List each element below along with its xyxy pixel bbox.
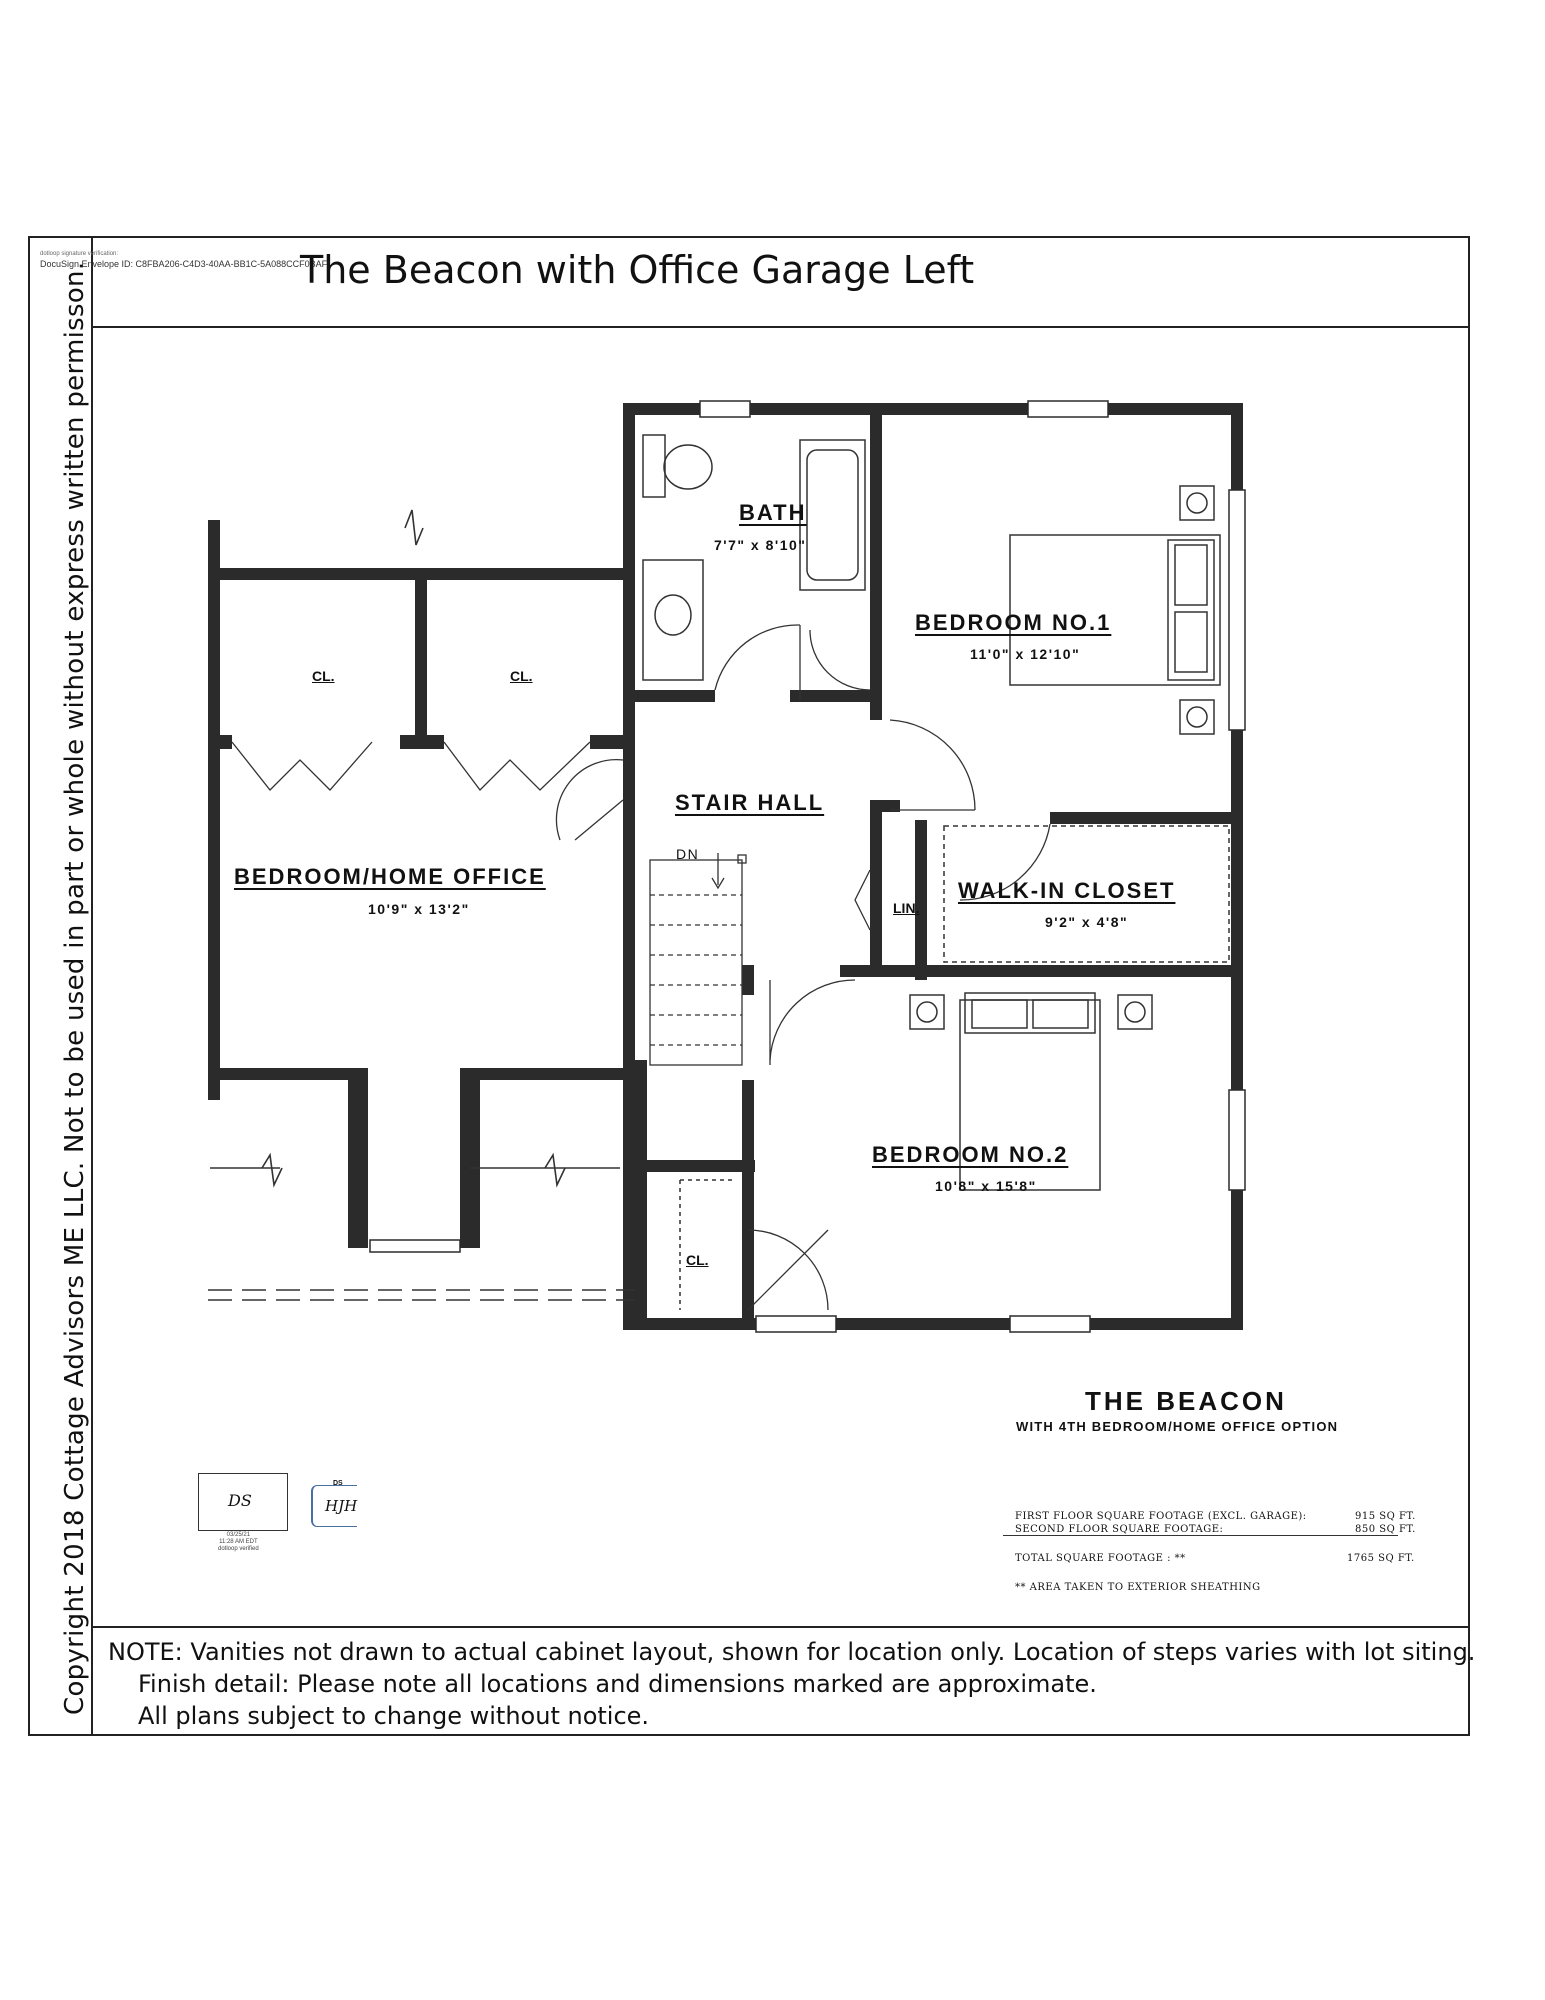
sqft-value-total: 1765 SQ FT. — [1347, 1553, 1415, 1564]
sqft-value-first-floor: 915 SQ FT. — [1355, 1511, 1416, 1522]
room-dims-walk-in-closet: 9'2" x 4'8" — [1045, 914, 1129, 930]
stamp-date: 03/25/21 — [226, 1532, 251, 1538]
closet-label-1: CL. — [312, 668, 335, 684]
docusign-envelope-id: DocuSign Envelope ID: C8FBA206-C4D3-40AA-BB1C-5A088CCF0BAF — [40, 259, 328, 269]
docusign-label: DS — [333, 1480, 343, 1487]
note-line-2: Finish detail: Please note all locations and dimensions marked are approximate. — [138, 1670, 1097, 1698]
room-dims-bedroom-1: 11'0" x 12'10" — [970, 646, 1081, 662]
dotloop-verification: dotloop signature verification: — [40, 251, 119, 257]
sqft-label-second-floor: SECOND FLOOR SQUARE FOOTAGE: — [1015, 1524, 1224, 1535]
stamp-time: 11:28 AM EDT — [219, 1539, 258, 1545]
sqft-divider — [1003, 1535, 1398, 1536]
plan-subtitle: WITH 4TH BEDROOM/HOME OFFICE OPTION — [1016, 1419, 1339, 1434]
room-label-office: BEDROOM/HOME OFFICE — [234, 864, 546, 889]
dotloop-stamp — [218, 1532, 259, 1553]
docusign-initials-mark: HJH — [325, 1497, 358, 1515]
plan-name: THE BEACON — [1085, 1386, 1287, 1416]
sqft-label-total: TOTAL SQUARE FOOTAGE : ** — [1015, 1553, 1186, 1564]
room-label-bath: BATH — [739, 500, 807, 525]
initials-mark: DS — [228, 1491, 252, 1510]
stairs — [650, 853, 746, 1065]
room-label-walk-in-closet: WALK-IN CLOSET — [958, 878, 1176, 903]
room-label-bedroom-2: BEDROOM NO.2 — [872, 1142, 1069, 1167]
room-label-bedroom-1: BEDROOM NO.1 — [915, 610, 1112, 635]
room-dims-office: 10'9" x 13'2" — [368, 901, 470, 917]
room-dims-bath: 7'7" x 8'10" — [714, 537, 807, 553]
sqft-label-first-floor: FIRST FLOOR SQUARE FOOTAGE (EXCL. GARAGE): — [1015, 1511, 1307, 1522]
note-line-1: NOTE: Vanities not drawn to actual cabinet layout, shown for location only. Location of steps varies with lot siting. — [108, 1638, 1476, 1666]
note-line-3: All plans subject to change without notice. — [138, 1702, 650, 1730]
copyright-notice: Copyright 2018 Cottage Advisors ME LLC. Not to be used in part or whole without express written permisson. — [60, 261, 90, 1715]
room-label-stair-hall: STAIR HALL — [675, 790, 825, 815]
footer-note — [108, 1636, 1475, 1732]
sqft-footnote: ** AREA TAKEN TO EXTERIOR SHEATHING — [1015, 1582, 1261, 1593]
page-title: The Beacon with Office Garage Left — [300, 248, 975, 292]
stamp-verified: dotloop verified — [218, 1546, 259, 1552]
stair-down-label: DN — [676, 846, 700, 862]
closet-label-2: CL. — [510, 668, 533, 684]
linen-label: LIN. — [893, 900, 920, 916]
room-dims-bedroom-2: 10'8" x 15'8" — [935, 1178, 1037, 1194]
sqft-value-second-floor: 850 SQ FT. — [1355, 1524, 1416, 1535]
closet-label-3: CL. — [686, 1252, 709, 1268]
